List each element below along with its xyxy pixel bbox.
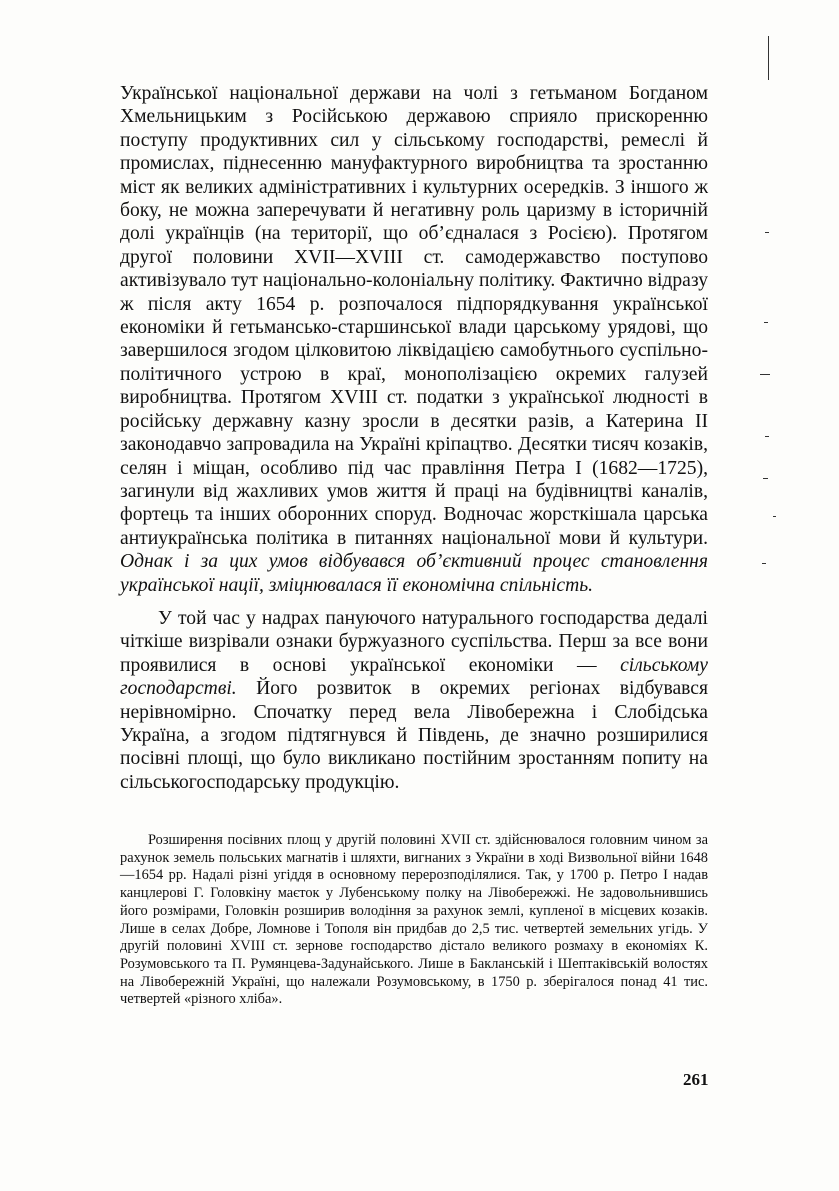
paragraph-1-text: Української національної держави на чолі з гетьманом Богданом Хмельницьким з Російською державою сприяло прискоренню поступу продуктивних сил у сільському господарстві, ремеслі й промислах, піднесенню мануфактурного виробництва та зростанню міст як великих адміністративних і культурних осередків. З іншого ж боку, не можна заперечувати й негативну роль царизму в історичній долі українців (на території, що об’єдналася з Росією). Протягом другої половини XVII—XVIII ст. самодержавство поступово активізувало тут національно-колоніальну політику. Фактично відразу ж після акту 1654 р. розпочалося підпорядкування української економіки й гетьмансько-старшинської влади царському урядові, що завершилося згодом цілковитою ліквідацією самобутнього суспільно-політичного устрою в краї, монополізацією окремих галузей виробництва. Протягом XVIII ст. податки з української людності в російську державну казну зросли в десятки разів, а Катерина II законодавчо запровадила на Україні кріпацтво. Десятки тисяч козаків, селян і міщан, особливо під час правління Петра I (1682—1725), загинули від жахливих умов життя й праці на будівництві каналів, фортець та інших оборонних споруд. Водночас жорсткішала царська антиукраїнська політика в питаннях національної мови й культури. — [120, 83, 708, 549]
paragraph-2-end: Його розвиток в окремих регіонах відбувався нерівномірно. Спочатку перед вела Лівобережна і Слобідська Україна, а згодом підтягнувся й Південь, де значно розширилися посівні площі, що було викликано постійним зростанням попиту на сільськогосподарську продукцію. — [120, 678, 708, 793]
paragraph-1-italic: Однак і за цих умов відбувався об’єктивний процес становлення української нації, зміцнювалася її економічна спільність. — [120, 551, 708, 596]
margin-line — [768, 36, 769, 80]
margin-dash — [763, 478, 768, 479]
footnote-text: Розширення посівних площ у другій половині XVII ст. здійснювалося головним чином за рахунок земель польських магнатів і шляхти, вигнаних з України в ході Визвольної війни 1648—1654 рр. Надалі різні угіддя в основному перерозподілялися. Так, у 1700 р. Петро I надав канцлерові Г. Головкіну маєток у Лубенському полку на Лівобережжі. Не задовольнившись його розмірами, Головкін розширив володіння за рахунок землі, купленої в місцевих козаків. Лише в селах Добре, Ломнове і Тополя він придбав до 2,5 тис. четвертей земельних угідь. У другій половині XVIII ст. зернове господарство дістало великого розмаху в економіях К. Розумовського та П. Румянцева-Задунайського. Лише в Бакланській і Шептаківській волостях на Лівобережній Україні, що належали Розумовському, в 1750 р. зберігалося понад 41 тис. четвертей «різного хліба». — [120, 832, 708, 1008]
footnote — [120, 832, 708, 1009]
margin-dash — [762, 563, 766, 564]
paragraph-2-text: У той час у надрах пануючого натурального господарства дедалі чіткіше визрівали ознаки буржуазного суспільства. Перш за все вони проявилися в основі української економіки — — [120, 607, 708, 676]
margin-dash — [760, 374, 770, 375]
margin-dash — [764, 322, 768, 323]
margin-dash — [765, 232, 769, 233]
main-text — [120, 82, 708, 794]
paragraph-1 — [120, 82, 708, 597]
margin-dash — [773, 516, 776, 517]
page-number: 261 — [683, 1070, 709, 1089]
paragraph-2 — [120, 607, 708, 794]
margin-dash — [765, 436, 769, 437]
paragraph-2-italic: сільському господарстві. — [120, 654, 708, 700]
